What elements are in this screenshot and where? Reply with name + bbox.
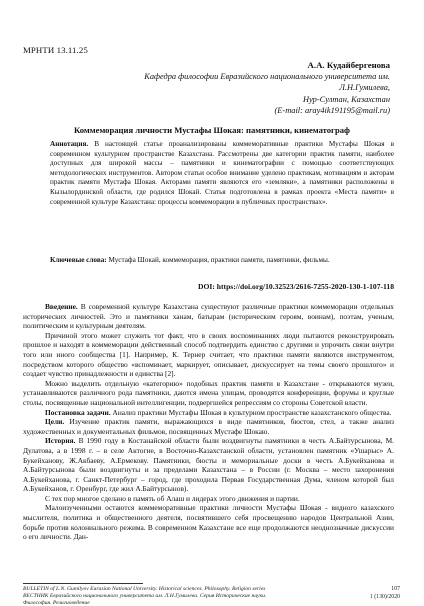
- task-label: Постановка задачи.: [45, 407, 111, 417]
- introduction-label: Введение.: [45, 302, 78, 311]
- history-text: В 1990 году в Костанайской области были воздвигнуты памятники в честь А.Байтурсынова, М. Дулатова, а в 1998 г. – в селе Актогне, в Восточно-Казахстанской области, установлен памятник «Ушарыс» А. Букейханову, Ж.Акбаеву, А.Ермекову. Памятники, бюсты и мемориальные доски в честь А.Букейханова и А.Байтурсынова были воздвигнуты и за пределами Казахстана – в России (г. Москва – место захоронения А.Букейханова, г. Санкт-Петербург – город, где проходила Первая Государственная Дума, членом которой был А.Букейханов, г. Оренбург, где жил А.Байтурсынов).: [23, 436, 394, 494]
- footer-divider: [23, 583, 143, 584]
- author-city: Нур-Султан, Казахстан: [303, 94, 390, 104]
- author-name: А.А. Кудайбергенова: [307, 60, 390, 70]
- page-number: 107: [391, 586, 400, 592]
- paragraph-history: [23, 436, 394, 494]
- author-email: (E-mail: aray4ik191195@mail.ru): [274, 105, 390, 115]
- goals-text: Изучение практик памяти, выражающихся в виде памятников, бюстов, стел, а также анализ художественных и документальных фильмов, посвященных Мустафе Шокаю.: [23, 417, 394, 436]
- task-text: Анализ практики Мустафы Шокая в культурном пространстве казахстанского общества.: [110, 407, 392, 417]
- mrnti-code: МРНТИ 13.11.25: [23, 45, 88, 55]
- introduction-text: В современной культуре Казахстана существуют различные практики коммеморации отдельных исторических личностей. Это и памятники ханам, батырам (историческим героям, воинам), поэтам, ученым, политическим и культурным деятелям.: [23, 302, 394, 331]
- abstract-text: В настоящей статье проанализированы коммеморативные практики Мустафы Шокая в современном культурном пространстве Казахстана. Рассмотрены две категории практик памяти, наиболее доступных для широкой массы – памятники и кинематографии с помощью соответствующих методологических инструментов. Автором статьи особое внимание уделено практикам, мотивациям и акторам практик памяти Мустафа Шокая. Акторами памяти являются его «земляки», а памятники расположены в Кызылординской области, где родился Шокай. Статья подготовлена в рамках проекта «Места памяти» в современной культуре Казахстана: процессы коммеморации в публичных пространствах».: [50, 140, 394, 206]
- paragraph-introduction: [23, 302, 394, 331]
- history-label: История.: [45, 436, 76, 446]
- issue-number: 1 (130)/2020: [369, 593, 400, 600]
- paragraph-8: Малоизученными остаются коммеморативные практики личности Мустафы Шокая - видного казахского мыслителя, политика и общественного деятеля, посвятившего себя просвещению народов Центральной Азии, борьбе против колониального режима. В современном Казахстане все еще продолжаются неоднозначные дискуссии о его личности. Дан-: [23, 503, 394, 542]
- paragraph-3: Можно выделить отдельную «категорию» подобных практик памяти в Казахстане - открываются музеи, устанавливаются различного рода памятники, даются имена улицам, проводятся конференции, форумы и круглые столы, посвященные национальной интеллигенции, подвергшейся репрессиям со стороны Советской власти.: [23, 378, 394, 407]
- paragraph-goals: [23, 417, 394, 436]
- article-title: Коммеморация личности Мустафы Шокая: памятники, кинематограф: [73, 125, 350, 135]
- keywords: [50, 256, 394, 266]
- journal-footer: [23, 586, 384, 606]
- keywords-label: Ключевые слова:: [50, 256, 107, 264]
- article-body: [23, 302, 394, 542]
- footer-page-info: [340, 586, 400, 601]
- abstract-label: Аннотация.: [50, 140, 89, 148]
- footer-line-russian-cont: Философия. Религиоведение: [23, 599, 90, 606]
- footer-line-english: BULLETIN of L.N. Gumilyov Eurasian National University. Historical sciences. Philosophy. Religion series: [23, 586, 266, 592]
- author-department: Кафедра философии Евразийского национального университета им. Л.Н.Гумилева,: [144, 72, 390, 93]
- abstract: [50, 140, 394, 207]
- doi-link[interactable]: DOI: https://doi.org/10.32523/2616-7255-2020-130-1-107-118: [198, 282, 394, 291]
- goals-label: Цели.: [45, 417, 65, 427]
- footer-line-russian: ВЕСТНИК Евразийского национального университета им. Л.Н.Гумилева. Серия Исторические науки.: [23, 592, 267, 599]
- paragraph-7: С тех пор многое сделано в память об Алаш и лидерах этого движения и партии.: [45, 493, 300, 503]
- author-block: [130, 60, 390, 116]
- paragraph-task: [23, 408, 394, 418]
- paragraph-2: Причиной этого может служить тот факт, что в своих воспоминаниях люди пытаются реконструировать прошлое и находят в коммеморации действенный способ подтвердить единство с другими и упрочить связи внутри того или иного сообщества [1]. Например, К. Тернер считает, что практики памяти являются инструментом, посредством которого общество «вспоминает, маркирует, описывает, дискуссирует на темы своего прошлого» и создает чувство принадлежности и единства [2].: [23, 330, 394, 379]
- keywords-text: Мустафа Шокай, коммеморация, практики памяти, памятники, фильмы.: [106, 256, 330, 264]
